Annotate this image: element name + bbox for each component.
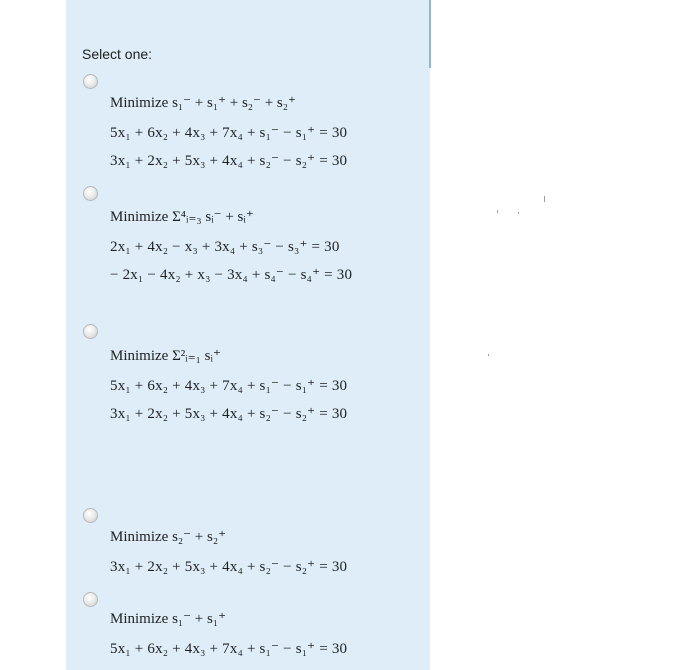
option-2[interactable] bbox=[110, 210, 430, 296]
option-5-constraint-1: 5x₁ + 6x₂ + 4x₃ + 7x₄ + s₁⁻ − s₁⁺ = 30 bbox=[110, 641, 348, 657]
option-3-constraint-1: 5x₁ + 6x₂ + 4x₃ + 7x₄ + s₁⁻ − s₁⁺ = 30 bbox=[110, 378, 348, 394]
panel-border bbox=[429, 0, 431, 68]
option-1-objective: Minimize s₁⁻ + s₁⁺ + s₂⁻ + s₂⁺ bbox=[110, 95, 296, 111]
scan-speck bbox=[544, 196, 545, 202]
option-3-constraint-2: 3x₁ + 2x₂ + 5x₃ + 4x₄ + s₂⁻ − s₂⁺ = 30 bbox=[110, 406, 348, 422]
option-1-radio[interactable] bbox=[83, 74, 98, 89]
option-2-objective: Minimize Σ⁴ᵢ₌₃ sᵢ⁻ + sᵢ⁺ bbox=[110, 209, 254, 225]
option-4-radio[interactable] bbox=[83, 508, 98, 523]
option-2-constraint-1: 2x₁ + 4x₂ − x₃ + 3x₄ + s₃⁻ − s₃⁺ = 30 bbox=[110, 239, 340, 255]
option-2-radio[interactable] bbox=[83, 186, 98, 201]
option-5-objective: Minimize s₁⁻ + s₁⁺ bbox=[110, 611, 227, 627]
option-1-constraint-2: 3x₁ + 2x₂ + 5x₃ + 4x₄ + s₂⁻ − s₂⁺ = 30 bbox=[110, 153, 348, 169]
option-2-constraint-2: − 2x₁ − 4x₂ + x₃ − 3x₄ + s₄⁻ − s₄⁺ = 30 bbox=[110, 267, 353, 283]
option-3-objective: Minimize Σ²ᵢ₌₁ sᵢ⁺ bbox=[110, 348, 221, 364]
option-3[interactable] bbox=[110, 349, 430, 435]
option-5[interactable] bbox=[110, 612, 430, 670]
option-5-radio[interactable] bbox=[83, 592, 98, 607]
scan-speck bbox=[497, 210, 498, 213]
option-4-objective: Minimize s₂⁻ + s₂⁺ bbox=[110, 529, 227, 545]
option-4[interactable] bbox=[110, 530, 430, 588]
option-1[interactable] bbox=[110, 96, 430, 182]
scan-speck bbox=[518, 212, 519, 214]
option-3-radio[interactable] bbox=[83, 324, 98, 339]
question-prompt: Select one: bbox=[82, 46, 153, 62]
option-1-constraint-1: 5x₁ + 6x₂ + 4x₃ + 7x₄ + s₁⁻ − s₁⁺ = 30 bbox=[110, 125, 348, 141]
option-4-constraint-1: 3x₁ + 2x₂ + 5x₃ + 4x₄ + s₂⁻ − s₂⁺ = 30 bbox=[110, 559, 348, 575]
scan-speck bbox=[488, 354, 489, 356]
